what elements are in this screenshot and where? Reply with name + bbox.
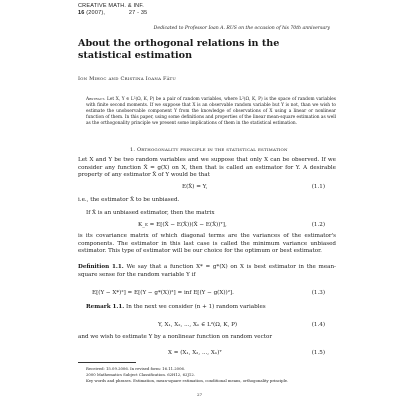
- definition-text: We say that a function X* = g*(X) on X is best estimator in the mean-square sense for the random variable Y if: [78, 264, 337, 278]
- footnote-msc: 2000 Mathematics Subject Classification. 62H12, 62J12.: [86, 372, 195, 377]
- equation-1-3: E[(Y − X*)²] = E[(Y − g*(X))²] = inf E[(Y − g(X))²].: [92, 290, 234, 296]
- paragraph-covariance: is its covariance matrix of which diagonal terms are the variances of the estimator's components. The estimator in this last case is called the minimum variance unbiased estimator. This type of estimator will be our choice for the optimum or best estimator.: [78, 233, 336, 254]
- abstract-text: Let X, Y ∈ L²(Ω, K, P) be a pair of random variables, where L²(Ω, K, P) is the space of random variables with finite second moments. If we suppose that X is an observable random variable but Y is not, than we wish to estimate the unobservable component Y from the knowledge of observations of X using a linear or nonlinear function of them. In this paper, using some definitions and properties of the linear mean-square estimation as well as the orthogonality principle we present some implications of them in the statistical estimation.: [86, 97, 336, 127]
- page-number: 27: [197, 392, 203, 397]
- definition-label: Definition 1.1.: [78, 264, 124, 270]
- equation-1-5: X = (X₁, X₂, ..., Xₙ)ᵀ: [168, 350, 222, 356]
- paragraph-matrix-intro: If X̃ is an unbiased estimator, then the matrix: [86, 210, 215, 216]
- equation-1-1-number: (1.1): [311, 184, 325, 190]
- equation-1-4-number: (1.4): [311, 322, 325, 328]
- abstract-label: Abstract.: [86, 97, 106, 102]
- footnote-keywords: Key words and phrases. Estimation, mean-square estimation, conditional means, orthogonality principle.: [86, 378, 289, 383]
- journal-pages: 27 - 35: [128, 10, 148, 16]
- paper-authors: Ion Mihoc and Cristina Ioana Fătu: [78, 76, 176, 82]
- footnote-rule: [78, 362, 136, 363]
- journal-name: CREATIVE MATH. & INF.: [78, 3, 145, 9]
- remark-label: Remark 1.1.: [86, 304, 125, 310]
- section-heading: 1. Orthogonality principle in the statistical estimation: [130, 147, 288, 153]
- paper-title: About the orthogonal relations in the statistical estimation: [78, 38, 280, 61]
- dedication: Dedicated to Professor Ioan A. RUS on the occasion of his 70th anniversary: [153, 26, 330, 31]
- definition-1-1: [78, 264, 336, 279]
- equation-1-2-number: (1.2): [311, 222, 325, 228]
- journal-header: [78, 3, 147, 17]
- equation-1-4: Y, X₁, X₂, ..., Xₙ ∈ L²(Ω, K, P): [158, 322, 238, 328]
- journal-volume: 16: [78, 10, 85, 16]
- equation-1-3-number: (1.3): [311, 290, 325, 296]
- equation-1-2: K_ε = E[(X̃ − E(X̃))(X̃ − E(X̃))ᵀ],: [138, 222, 227, 228]
- remark-1-1: [86, 304, 344, 312]
- equation-1-5-number: (1.5): [311, 350, 325, 356]
- remark-text: In the next we consider (n + 1) random variables: [125, 304, 266, 310]
- abstract: [86, 97, 336, 127]
- paragraph-estimate: and we wish to estimate Y by a nonlinear function on random vector: [78, 334, 273, 340]
- paragraph-unbiased: i.e., the estimator X̃ to be unbiased.: [78, 197, 180, 203]
- equation-1-1: E(X̃) = Y,: [182, 184, 208, 190]
- journal-volume-line: [78, 10, 147, 17]
- journal-year: (2007),: [86, 10, 106, 16]
- footnote-received: Received: 15.09.2006. In revised form: 16.11.2006.: [86, 366, 186, 371]
- paragraph-intro: Let X and Y be two random variables and we suppose that only X can be observed. If we consider any function X̃ = g(X) on X, then that is called an estimator for Y. A desirable property of any estimator X̃ of Y would be that: [78, 157, 336, 178]
